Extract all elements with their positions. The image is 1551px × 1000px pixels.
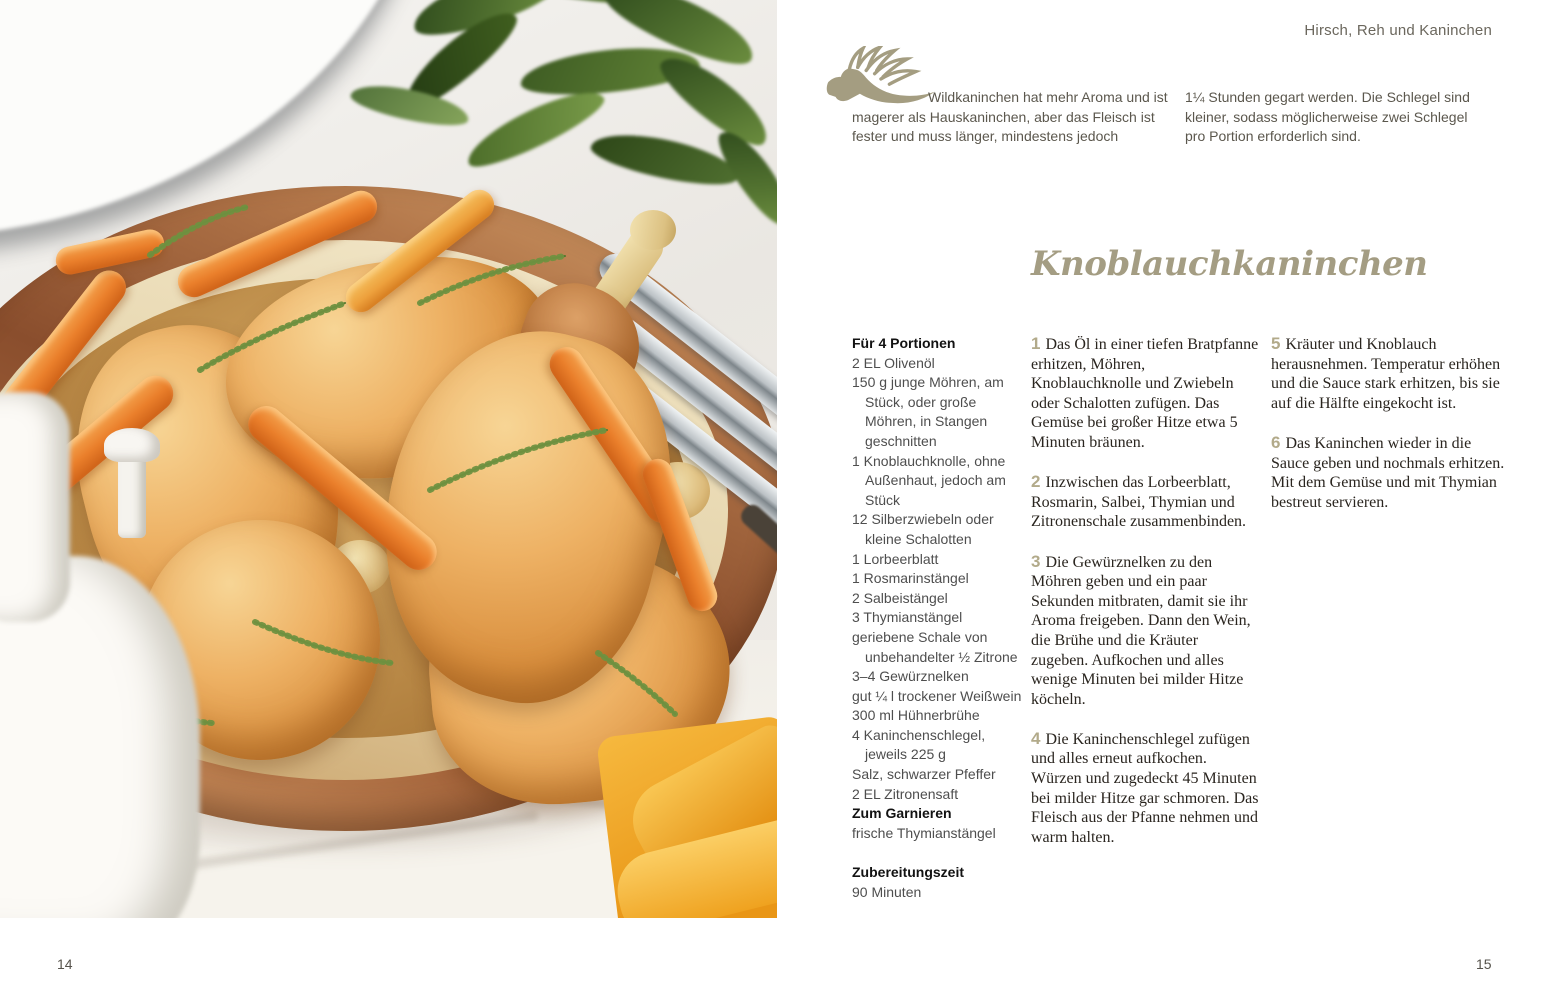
ingredient: 4 Kaninchenschlegel, jeweils 225 g bbox=[852, 726, 986, 763]
ingredient: 1 Lorbeerblatt bbox=[852, 550, 939, 567]
step-4 bbox=[1031, 729, 1259, 848]
prep-time-value: 90 Minuten bbox=[852, 883, 922, 900]
step-number: 1 bbox=[1031, 334, 1041, 353]
step-number: 3 bbox=[1031, 551, 1041, 571]
garnish-title: Zum Garnieren bbox=[852, 805, 952, 822]
intro-paragraph-2: 1¼ Stunden gegart werden. Die Schlegel sind kleiner, sodass möglicherweise zwei Schlegel pro Portion erforderlich sind. bbox=[1185, 89, 1470, 144]
ingredient: 150 g junge Möhren, am Stück, oder große Möhren, in Stangen geschnitten bbox=[852, 374, 1004, 449]
pan-knob-top bbox=[104, 428, 160, 462]
steps-column-1 bbox=[1031, 334, 1259, 867]
page-number-left: 14 bbox=[57, 956, 73, 972]
step-number: 2 bbox=[1031, 472, 1041, 492]
step-2 bbox=[1031, 472, 1259, 532]
garnish-item: frische Thymianstängel bbox=[852, 824, 996, 841]
prep-time-title: Zubereitungszeit bbox=[852, 864, 965, 881]
ingredient: 3 Thymianstängel bbox=[852, 609, 963, 626]
ingredient: 2 EL Zitronensaft bbox=[852, 785, 959, 802]
step-number: 6 bbox=[1271, 432, 1281, 452]
step-number: 5 bbox=[1271, 334, 1281, 353]
ingredient: 300 ml Hühnerbrühe bbox=[852, 707, 980, 724]
step-1 bbox=[1031, 334, 1259, 453]
page-number-right: 15 bbox=[1476, 956, 1492, 972]
pan-knob bbox=[118, 452, 146, 538]
recipe-title: Knoblauchkaninchen bbox=[1031, 244, 1428, 284]
step-number: 4 bbox=[1031, 728, 1041, 748]
ingredient: 3–4 Gewürznelken bbox=[852, 668, 969, 685]
ingredient: gut ¼ l trockener Weißwein bbox=[852, 687, 1022, 704]
ingredient: 2 Salbeistängel bbox=[852, 589, 948, 606]
step-text: Die Gewürznelken zu den Möhren geben und ein paar Sekunden mitbraten, damit sie ihr Aroma freigeben. Dann den Wein, die Brühe und die Kräuter zugeben. Aufkochen und alles wenige Minuten bei milder Hitze köcheln. bbox=[1031, 553, 1251, 708]
ingredient: Salz, schwarzer Pfeffer bbox=[852, 766, 996, 783]
step-text: Inzwischen das Lorbeerblatt, Rosmarin, Salbei, Thymian und Zitronenschale zusammenbinden. bbox=[1031, 474, 1247, 531]
step-3 bbox=[1031, 552, 1259, 710]
steps-column-2 bbox=[1271, 334, 1509, 532]
ingredient: 12 Silberzwiebeln oder kleine Schalotten bbox=[852, 511, 994, 547]
white-porcelain bbox=[0, 392, 70, 622]
step-text: Kräuter und Knoblauch herausnehmen. Temperatur erhöhen und die Sauce stark erhitzen, bis sie auf die Hälfte eingekocht ist. bbox=[1271, 336, 1501, 412]
ingredients-list bbox=[852, 354, 1022, 805]
ingredient: 2 EL Olivenöl bbox=[852, 354, 935, 371]
ingredient: 1 Rosmarinstängel bbox=[852, 570, 969, 587]
step-text: Das Öl in einer tiefen Bratpfanne erhitzen, Möhren, Knoblauchknolle und Zwiebeln oder Schalotten zufügen. Das Gemüse bei großer Hitze etwa 5 Minuten bräunen. bbox=[1031, 336, 1259, 451]
step-text: Die Kaninchenschlegel zufügen und alles erneut aufkochen. Würzen und zugedeckt 45 Minuten bei milder Hitze gar schmoren. Das Fleisch aus der Pfanne nehmen und warm halten. bbox=[1031, 730, 1259, 846]
step-6 bbox=[1271, 433, 1509, 512]
ingredients-title: Für 4 Portionen bbox=[852, 335, 956, 351]
recipe-photo bbox=[0, 0, 777, 918]
step-text: Das Kaninchen wieder in die Sauce geben und nochmals erhitzen. Mit dem Gemüse und mit Thymian bestreut servieren. bbox=[1271, 434, 1505, 511]
step-5 bbox=[1271, 334, 1509, 413]
intro-paragraph-1: Wildkaninchen hat mehr Aroma und ist magerer als Hauskaninchen, aber das Fleisch ist fester und muss länger, mindestens jedoch bbox=[852, 89, 1168, 144]
ingredients-column bbox=[852, 334, 1022, 902]
running-head: Hirsch, Reh und Kaninchen bbox=[1304, 22, 1492, 39]
ingredient: 1 Knoblauchknolle, ohne Außenhaut, jedoch am Stück bbox=[852, 452, 1006, 508]
ingredient: geriebene Schale von unbehandelter ½ Zitrone bbox=[852, 628, 1018, 665]
